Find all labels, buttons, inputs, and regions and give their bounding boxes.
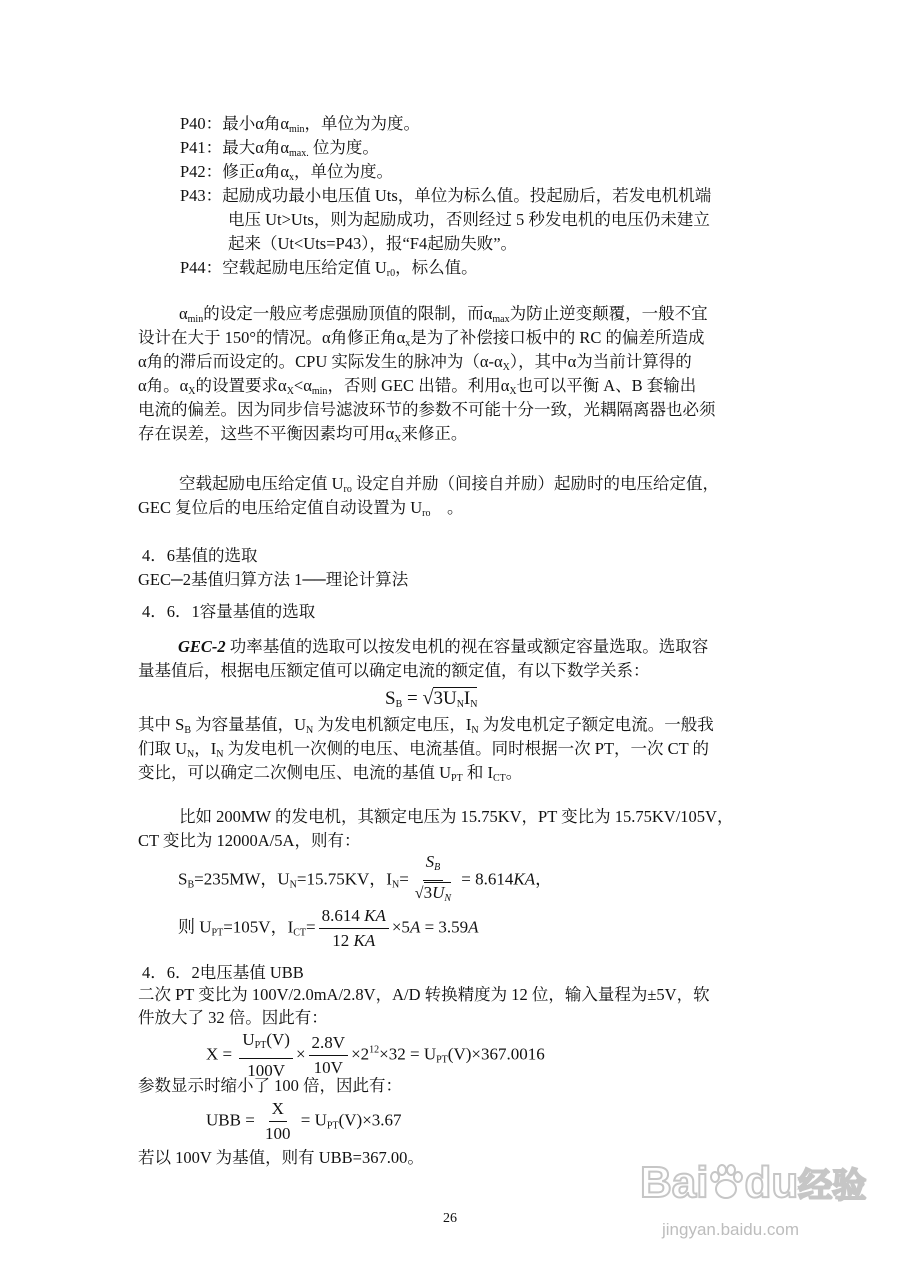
display-para: 参数显示时缩小了 100 倍，因此有： [138,1076,402,1095]
baidu-watermark [640,1158,880,1258]
baidu-watermark-url: jingyan.baidu.com [662,1220,800,1239]
equation-sb: $S_B = √3U_NI_N$ [385,687,478,710]
pt-para-line1: 二次 PT 变比为 100V/2.0mA/2.8V，A/D 转换精度为 12 位，输入量程为±5V，软 [138,985,710,1004]
paw-icon [709,1163,743,1201]
conclusion-para: 若以 100V 为基值，则有 UBB=367.00。 [138,1148,424,1167]
gec2-para-line1: GEC-2 功率基值的选取可以按发电机的视在容量或额定容量选取。选取容 [178,637,709,656]
param-p43-line2: 电压 Ut>Uts，则为起励成功，否则经过 5 秒发电机的电压仍未建立 [228,210,710,229]
equation-example-ict: 则 $U_{PT}=105V$，$I_{CT}=$ $\frac{8.614 KA}{12 KA}$ ×5A = 3.59A [178,906,479,950]
base-para-line1: 其中 $S_B$ 为容量基值，$U_N$ 为发电机额定电压，$I_N$ 为发电机定子额定电流。一般我 [138,715,714,736]
param-p41: P41：最大α角$\alpha_{max.}$ 位为度。 [180,138,379,159]
base-para-line3: 变比，可以确定二次侧电压、电流的基值 $U_{PT}$ 和 $I_{CT}$。 [138,763,523,784]
equation-example-in: $S_B=235MW$，$U_N=15.75KV$，$I_N=$ $\frac{S_B}{√3U_N}$ = 8.614KA， [178,852,553,904]
alpha-para-line1: $\alpha_{min}$的设定一般应考虑强励顶值的限制，而$\alpha_{max}$为防止逆变颠覆，一般不宜 [179,304,708,325]
example-para-line1: 比如 200MW 的发电机，其额定电压为 15.75KV，PT 变比为 15.75KV/105V， [179,807,734,826]
baidu-logo-text: Bai du经验 [640,1158,867,1207]
section-heading-4-6-1: 4．6．1容量基值的选取 [142,602,316,621]
equation-ubb: UBB = $\frac{X}{100}$ = $U_{PT}(V)\times 3.67$ [206,1099,402,1143]
section-heading-4-6: 4．6基值的选取 [142,546,258,565]
alpha-para-line2: 设计在大于 150°的情况。α角修正角$\alpha_x$是为了补偿接口板中的 RC 的偏差所造成 [138,328,705,349]
uro-para-line1: 空载起励电压给定值 $U_{ro}$ 设定自并励（间接自并励）起励时的电压给定值， [179,474,720,495]
alpha-para-line5: 电流的偏差。因为同步信号滤波环节的参数不可能十分一致，光耦隔离器也必须 [138,400,716,419]
example-para-line2: CT 变比为 12000A/5A，则有： [138,831,361,850]
gec2-para-line2: 量基值后，根据电压额定值可以确定电流的额定值，有以下数学关系： [138,661,650,680]
page-number: 26 [443,1211,457,1226]
uro-para-line2: GEC 复位后的电压给定值自动设置为 $U_{ro}$ 。 [138,498,464,519]
method-heading: GEC─2基值归算方法 1──理论计算法 [138,570,409,589]
param-p40: P40：最小α角$\alpha_{min}$，单位为为度。 [180,114,421,135]
alpha-para-line6: 存在误差，这些不平衡因素均可用$\alpha_X$来修正。 [138,424,468,445]
alpha-para-line4: α角。$\alpha_X$的设置要求$\alpha_X<\alpha_{min}$，否则 GEC 出错。利用$\alpha_X$也可以平衡 A、B 套输出 [138,376,697,397]
param-p42: P42：修正α角$\alpha_x$，单位为度。 [180,162,393,183]
alpha-para-line3: α角的滞后而设定的。CPU 实际发生的脉冲为$(\alpha-\alpha_X)$，其中α为当前计算得的 [138,352,692,373]
param-p43: P43：起励成功最小电压值 Uts，单位为标么值。投起励后，若发电机机端 [180,186,712,205]
pt-para-line2: 件放大了 32 倍。因此有： [138,1008,328,1027]
equation-x: X = $\frac{U_{PT}(V)}{100V}$ × $\frac{2.8V}{10V}$ $\times 2^{12}\times 32 = U_{PT}(V)\times 367.0016$ [206,1030,545,1080]
base-para-line2: 们取 $U_N$，$I_N$ 为发电机一次侧的电压、电流基值。同时根据一次 PT，一次 CT 的 [138,739,710,760]
param-p43-line3: 起来（Ut<Uts=P43），报“F4起励失败”。 [228,234,518,253]
param-p44: P44：空载起励电压给定值 $U_{r0}$，标么值。 [180,258,478,279]
section-heading-4-6-2: 4．6．2电压基值 UBB [142,963,304,982]
